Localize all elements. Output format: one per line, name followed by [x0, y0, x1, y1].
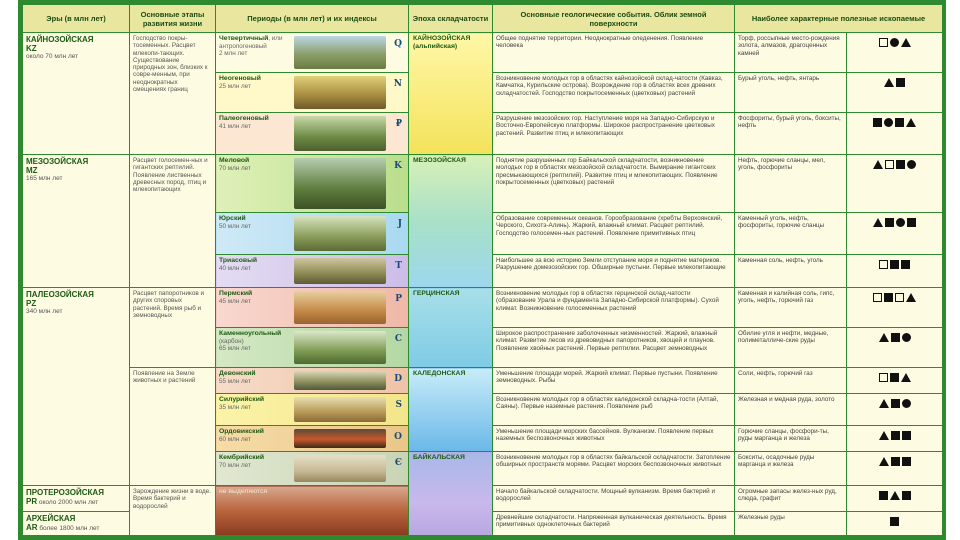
period-cell: [216, 288, 409, 328]
folding-name: ГЕРЦИНСКАЯ: [413, 290, 460, 297]
folding-cell: [409, 288, 493, 368]
era-code: KZ: [26, 44, 37, 53]
mineral-symbol: [890, 517, 899, 526]
period-cell: [216, 213, 409, 255]
mineral-symbol: [891, 333, 900, 342]
mineral-symbol: [895, 118, 904, 127]
header-minerals: Наиболее характерные полезные ископаемые: [735, 5, 943, 33]
mineral-symbol: [902, 333, 911, 342]
mineral-symbol: [879, 373, 888, 382]
era-cell-cenozoic: [23, 33, 130, 155]
period-cell: [216, 426, 409, 452]
period-index: ₽: [395, 119, 402, 129]
era-age: 165 млн лет: [26, 175, 63, 182]
minerals-cell: Каменный уголь, нефть, фосфориты, горючие сланцы: [735, 213, 847, 255]
era-age: более 1800 млн лет: [39, 525, 100, 532]
period-illustration: [294, 397, 386, 422]
minerals-cell: Обилие угля и нефти, медные, полиметалличе-ские руды: [735, 328, 847, 368]
mineral-symbols: [847, 155, 943, 213]
table-row: [23, 368, 943, 394]
period-cell: [216, 255, 409, 288]
period-index: S: [395, 400, 402, 410]
era-name: ПАЛЕОЗОЙСКАЯ: [26, 290, 94, 299]
period-name: Кембрийский: [219, 454, 265, 461]
events-cell: Наибольшее за всю историю Земли отступание моря и поднятие материков. Разрушение домезозойских гор. Обширные пустыни. Первые млекопитающие: [493, 255, 735, 288]
mineral-symbol: [885, 218, 894, 227]
minerals-cell: Бурый уголь, нефть, янтарь: [735, 73, 847, 113]
mineral-symbols: [847, 288, 943, 328]
period-name: Юрский: [219, 215, 246, 222]
mineral-symbol: [895, 293, 904, 302]
mineral-symbol: [890, 260, 899, 269]
mineral-symbol: [896, 218, 905, 227]
period-illustration: [294, 158, 386, 209]
mineral-symbols: [847, 73, 943, 113]
period-index: Є: [394, 458, 402, 468]
period-name: Неогеновый: [219, 75, 261, 82]
folding-cell: [409, 33, 493, 155]
life-cell: Расцвет голосемен-ных и гигантских рептилий. Появление лиственных древесных пород, птиц и млекопитающих: [130, 155, 216, 288]
period-index: K: [394, 161, 402, 171]
header-events: Основные геологические события. Облик земной поверхности: [493, 5, 735, 33]
minerals-cell: Соли, нефть, горючий газ: [735, 368, 847, 394]
period-illustration: [294, 291, 386, 324]
period-cell: [216, 33, 409, 73]
mineral-symbol: [879, 399, 889, 408]
period-illustration: [294, 76, 386, 109]
period-age: 25 млн лет: [219, 83, 251, 90]
mineral-symbol: [890, 373, 899, 382]
period-age: 55 млн лет: [219, 378, 251, 385]
period-illustration: [294, 258, 386, 284]
era-cell-proterozoic: [23, 486, 130, 512]
period-index: P: [395, 294, 402, 304]
mineral-symbols: [847, 33, 943, 73]
folding-name: КАЛЕДОНСКАЯ: [413, 370, 466, 377]
mineral-symbol: [873, 118, 882, 127]
period-cell: [216, 452, 409, 486]
events-cell: Начало байкальской складчатости. Мощный вулканизм. Время бактерий и водорослей: [493, 486, 735, 512]
minerals-cell: Фосфориты, бурый уголь, бокситы, нефть: [735, 113, 847, 155]
header-life: Основные этапы развития жизни: [130, 5, 216, 33]
mineral-symbol: [901, 373, 911, 382]
minerals-cell: Каменная и калийная соль, гипс, уголь, нефть, горючий газ: [735, 288, 847, 328]
period-age: 2 млн лет: [219, 50, 248, 58]
era-name: ПРОТЕРОЗОЙСКАЯ: [26, 488, 104, 497]
period-illustration: [294, 429, 386, 448]
events-cell: Возникновение молодых гор в областях байкальской складчатости. Затопление обширных пространств морями. Расцвет морских беспозвоночных животных: [493, 452, 735, 486]
folding-name: БАЙКАЛЬСКАЯ: [413, 454, 465, 461]
period-illustration: [294, 371, 386, 390]
mineral-symbols: [847, 328, 943, 368]
mineral-symbol: [901, 38, 911, 47]
mineral-symbols: [847, 394, 943, 426]
minerals-cell: Каменная соль, нефть, уголь: [735, 255, 847, 288]
era-name: КАЙНОЗОЙСКАЯ: [26, 35, 94, 44]
minerals-cell: Горючие сланцы, фосфори-ты, руды марганца и железа: [735, 426, 847, 452]
period-illustration: [294, 216, 386, 251]
period-age: 60 млн лет: [219, 436, 251, 443]
period-cell: [216, 155, 409, 213]
minerals-cell: Нефть, горючие сланцы, мел, уголь, фосфориты: [735, 155, 847, 213]
period-cell: [216, 368, 409, 394]
mineral-symbol: [901, 260, 910, 269]
events-cell: Широкое распространение заболоченных низменностей. Жаркий, влажный климат. Развитие лесов из древовидных папоротников, хвощей и плаунов. Появление хвойных растений. Первые рептилии. Расцвет земноводных: [493, 328, 735, 368]
mineral-symbol: [879, 457, 889, 466]
header-row: [23, 5, 943, 33]
period-name: Триасовый: [219, 257, 258, 264]
era-cell-archean: [23, 512, 130, 536]
mineral-symbol: [902, 431, 911, 440]
events-cell: Возникновение молодых гор в областях каледонской складча-тости (Алтай, Саяны). Первые наземные растения. Появление рыб: [493, 394, 735, 426]
period-cell: [216, 394, 409, 426]
mineral-symbols: [847, 213, 943, 255]
life-cell: Расцвет папоротников и других споровых растений. Время рыб и земноводных: [130, 288, 216, 368]
period-age: 45 млн лет: [219, 298, 251, 305]
events-cell: Разрушение мезозойских гор. Наступление моря на Западно-Сибирскую и Восточно-Европейскую платформы. Широкое распространение цветковых растений. Развитие птиц и млекопитающих: [493, 113, 735, 155]
period-cell: [216, 73, 409, 113]
mineral-symbols: [847, 368, 943, 394]
mineral-symbol: [906, 118, 916, 127]
mineral-symbol: [891, 457, 900, 466]
era-code: MZ: [26, 166, 38, 175]
mineral-symbol: [879, 431, 889, 440]
mineral-symbol: [896, 160, 905, 169]
period-name-extra: , или антропогеновый: [219, 35, 283, 50]
era-name: АРХЕЙСКАЯ: [26, 514, 76, 523]
mineral-symbols: [847, 113, 943, 155]
minerals-cell: Железные руды: [735, 512, 847, 536]
mineral-symbol: [885, 160, 894, 169]
period-index: Q: [394, 39, 402, 49]
events-cell: Поднятие разрушенных гор Байкальской складчатости, возникновение молодых гор в областях мезозойской складчатости. Вымирание гигантских пресмыкающихся (рептилий). Развитие птиц и млекопитающих. Появление покрытосеменных (цветковых) растений: [493, 155, 735, 213]
period-name: Каменноугольный: [219, 330, 282, 337]
period-index: C: [394, 334, 402, 344]
period-index: T: [395, 261, 402, 271]
mineral-symbol: [896, 78, 905, 87]
mineral-symbol: [902, 399, 911, 408]
mineral-symbol: [890, 491, 900, 500]
mineral-symbol: [884, 118, 893, 127]
mineral-symbol: [873, 218, 883, 227]
era-age: около 70 млн лет: [26, 53, 79, 60]
mineral-symbol: [902, 491, 911, 500]
period-index: O: [394, 432, 402, 442]
life-cell: Зарождение жизни в воде. Время бактерий и водорослей: [130, 486, 216, 536]
folding-cell: [409, 155, 493, 288]
mineral-symbol: [891, 399, 900, 408]
period-age: 40 млн лет: [219, 265, 251, 272]
period-illustration: [294, 331, 386, 364]
period-name: Девонский: [219, 370, 256, 377]
header-periods: Периоды (в млн лет) и их индексы: [216, 5, 409, 33]
period-age: 65 млн лет: [219, 345, 251, 353]
minerals-cell: Бокситы, осадочные руды марганца и железа: [735, 452, 847, 486]
period-cell: [216, 486, 409, 536]
period-name: Меловой: [219, 157, 250, 164]
folding-sub: (альпийская): [413, 43, 458, 50]
era-code: AR: [26, 523, 38, 532]
period-cell: [216, 113, 409, 155]
geochronological-table: [22, 4, 943, 536]
mineral-symbols: [847, 255, 943, 288]
mineral-symbol: [890, 38, 899, 47]
period-age: 70 млн лет: [219, 462, 251, 469]
period-age: 41 млн лет: [219, 123, 251, 130]
era-name: МЕЗОЗОЙСКАЯ: [26, 157, 89, 166]
mineral-symbol: [884, 78, 894, 87]
mineral-symbol: [873, 293, 882, 302]
period-illustration: [294, 36, 386, 69]
minerals-cell: Огромные запасы желез-ных руд, слюда, графит: [735, 486, 847, 512]
folding-name: КАЙНОЗОЙСКАЯ: [413, 35, 471, 42]
period-name: не выделяются: [219, 488, 268, 495]
events-cell: Возникновение молодых гор в областях кайнозойской склад-чатости (Кавказ, Камчатка, Курильские острова). Возрождение гор в областях всех древних складчатостей. Господство покрытосеменных (цветковых) растений: [493, 73, 735, 113]
period-name-extra: (карбон): [219, 338, 244, 345]
era-code: PZ: [26, 299, 37, 308]
events-cell: Общее поднятие территории. Неоднократные оледенения. Появление человека: [493, 33, 735, 73]
folding-cell: [409, 368, 493, 452]
life-cell: Господство покры-тосеменных. Расцвет млекопи-тающих. Существование природных зон, близких к совре-менным, при неоднократных смещениях границ: [130, 33, 216, 155]
header-era: Эры (в млн лет): [23, 5, 130, 33]
period-age: 50 млн лет: [219, 223, 251, 230]
mineral-symbol: [907, 160, 916, 169]
period-index: J: [397, 219, 402, 229]
era-code: PR: [26, 497, 38, 506]
events-cell: Уменьшение площади морских бассейнов. Вулканизм. Появление первых наземных беспозвоночных животных: [493, 426, 735, 452]
period-illustration: [294, 116, 386, 151]
table-row: [23, 288, 943, 328]
mineral-symbol: [906, 293, 916, 302]
events-cell: Уменьшение площади морей. Жаркий климат. Первые пустыни. Появление земноводных. Рыбы: [493, 368, 735, 394]
era-cell-mesozoic: [23, 155, 130, 288]
mineral-symbol: [884, 293, 893, 302]
mineral-symbol: [891, 431, 900, 440]
minerals-cell: Железная и медная руда, золото: [735, 394, 847, 426]
mineral-symbols: [847, 486, 943, 512]
period-index: D: [394, 374, 402, 384]
period-name: Ордовикский: [219, 428, 264, 435]
mineral-symbols: [847, 512, 943, 536]
mineral-symbol: [907, 218, 916, 227]
period-cell: [216, 328, 409, 368]
folding-cell: [409, 452, 493, 536]
events-cell: Образование современных океанов. Горообразование (хребты Верхоянский, Черского, Сихотэ-Алинь). Жаркий, влажный климат. Расцвет рептилий. Господство голосемен-ных растений. Появление примитивных птиц: [493, 213, 735, 255]
period-illustration: [294, 455, 386, 482]
table-row: [23, 33, 943, 73]
minerals-cell: Торф, россыпные место-рождения золота, алмазов, драгоценных камней: [735, 33, 847, 73]
period-name: Силурийский: [219, 396, 265, 403]
events-cell: Древнейшие складчатости. Напряженная вулканическая деятельность. Время примитивных одноклеточных бактерий: [493, 512, 735, 536]
mineral-symbols: [847, 452, 943, 486]
period-age: 70 млн лет: [219, 165, 251, 172]
period-index: N: [393, 79, 402, 89]
period-age: 35 млн лет: [219, 404, 251, 411]
mineral-symbol: [873, 160, 883, 169]
table-row: [23, 155, 943, 213]
period-name: Четвертичный: [219, 35, 269, 42]
period-name: Палеогеновый: [219, 115, 269, 122]
mineral-symbol: [902, 457, 911, 466]
mineral-symbol: [879, 333, 889, 342]
header-folding: Эпоха складчатости: [409, 5, 493, 33]
events-cell: Возникновение молодых гор в областях герцинской склад-чатости (образование Урала и фундамента Западно-Сибирской платформы). Сухой климат. Возникновение голосеменных растений: [493, 288, 735, 328]
era-age: 340 млн лет: [26, 308, 63, 315]
period-name: Пермский: [219, 290, 253, 297]
mineral-symbol: [879, 491, 888, 500]
mineral-symbol: [879, 260, 888, 269]
folding-name: МЕЗОЗОЙСКАЯ: [413, 157, 466, 164]
life-cell: Появление на Земле животных и растений: [130, 368, 216, 486]
era-age: около 2000 млн лет: [38, 499, 99, 506]
mineral-symbols: [847, 426, 943, 452]
era-cell-paleozoic: [23, 288, 130, 486]
mineral-symbol: [879, 38, 888, 47]
